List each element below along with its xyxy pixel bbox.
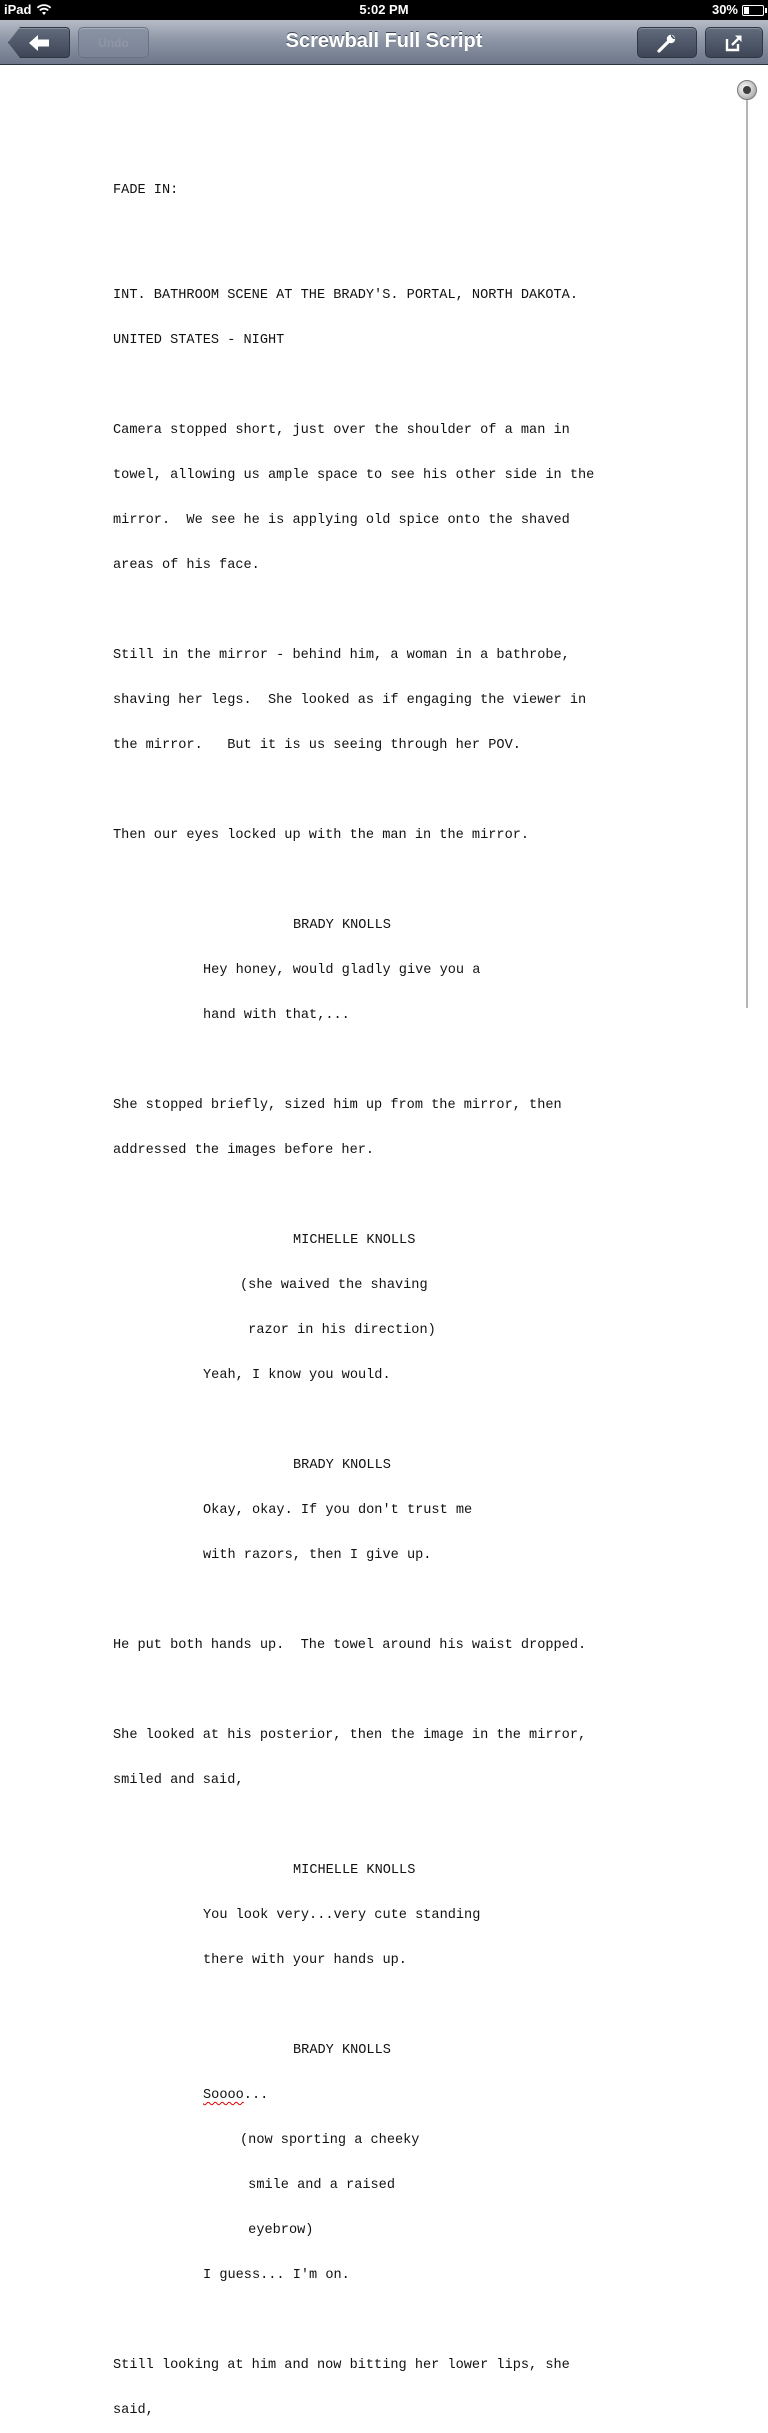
device-name: iPad — [4, 2, 32, 17]
parenthetical-line: eyebrow) — [240, 2223, 314, 2238]
transition-fade-in: FADE IN: — [113, 183, 179, 198]
scene-heading-line: UNITED STATES - NIGHT — [113, 333, 285, 348]
parenthetical-line: (she waived the shaving — [240, 1278, 428, 1293]
character-name: MICHELLE KNOLLS — [293, 1233, 416, 1248]
battery-percent: 30% — [711, 2, 738, 17]
dialogue-line: Hey honey, would gladly give you a — [203, 963, 481, 978]
parenthetical-line: razor in his direction) — [240, 1323, 436, 1338]
action-line: the mirror. But it is us seeing through her POV. — [113, 738, 521, 753]
action-line: areas of his face. — [113, 558, 260, 573]
scene-heading-line: INT. BATHROOM SCENE AT THE BRADY'S. PORTAL, NORTH DAKOTA. — [113, 288, 578, 303]
action-line: Camera stopped short, just over the shoulder of a man in — [113, 423, 570, 438]
spellcheck-word[interactable]: Soooo — [203, 2088, 244, 2103]
scroll-knob[interactable] — [737, 80, 757, 100]
character-name: BRADY KNOLLS — [293, 2043, 391, 2058]
character-name: BRADY KNOLLS — [293, 918, 391, 933]
dialogue-line: Yeah, I know you would. — [203, 1368, 391, 1383]
share-button[interactable] — [705, 27, 763, 58]
action-line: mirror. We see he is applying old spice onto the shaved — [113, 513, 570, 528]
status-right — [712, 2, 764, 17]
action-line: He put both hands up. The towel around his waist dropped. — [113, 1638, 587, 1653]
tools-button[interactable] — [637, 27, 697, 58]
battery-icon — [742, 5, 764, 16]
battery-fill — [744, 7, 749, 14]
action-line: said, — [113, 2403, 154, 2418]
page-title: Screwball Full Script — [285, 30, 483, 52]
action-line: She stopped briefly, sized him up from the mirror, then — [113, 1098, 562, 1113]
action-line: Still in the mirror - behind him, a woman in a bathrobe, — [113, 648, 570, 663]
action-line: shaving her legs. She looked as if engaging the viewer in — [113, 693, 587, 708]
share-icon — [724, 33, 744, 53]
dialogue-rest: ... — [243, 2088, 269, 2103]
action-line: towel, allowing us ample space to see his other side in the — [113, 468, 595, 483]
dialogue-line: Okay, okay. If you don't trust me — [203, 1503, 473, 1518]
parenthetical-line: (now sporting a cheeky — [240, 2133, 420, 2148]
action-line: She looked at his posterior, then the image in the mirror, — [113, 1728, 587, 1743]
character-name: BRADY KNOLLS — [293, 1458, 391, 1473]
nav-bar — [0, 20, 768, 65]
dialogue-line: I guess... I'm on. — [203, 2268, 350, 2283]
parenthetical-line: smile and a raised — [240, 2178, 395, 2193]
action-line: smiled and said, — [113, 1773, 244, 1788]
action-line: Still looking at him and now bitting her lower lips, she — [113, 2358, 570, 2373]
dialogue-line: with razors, then I give up. — [203, 1548, 432, 1563]
dialogue-line — [113, 2088, 713, 2103]
dialogue-line: there with your hands up. — [203, 1953, 407, 1968]
wrench-icon — [656, 32, 678, 54]
character-name: MICHELLE KNOLLS — [293, 1863, 416, 1878]
script-page[interactable] — [113, 153, 713, 2433]
action-line: Then our eyes locked up with the man in the mirror. — [113, 828, 530, 843]
undo-button[interactable]: Undo — [78, 27, 149, 58]
dialogue-line: hand with that,... — [203, 1008, 350, 1023]
scroll-track[interactable] — [746, 96, 748, 1008]
dialogue-line: You look very...very cute standing — [203, 1908, 481, 1923]
status-time: 5:02 PM — [359, 2, 409, 17]
action-line: addressed the images before her. — [113, 1143, 375, 1158]
status-bar — [0, 0, 768, 20]
